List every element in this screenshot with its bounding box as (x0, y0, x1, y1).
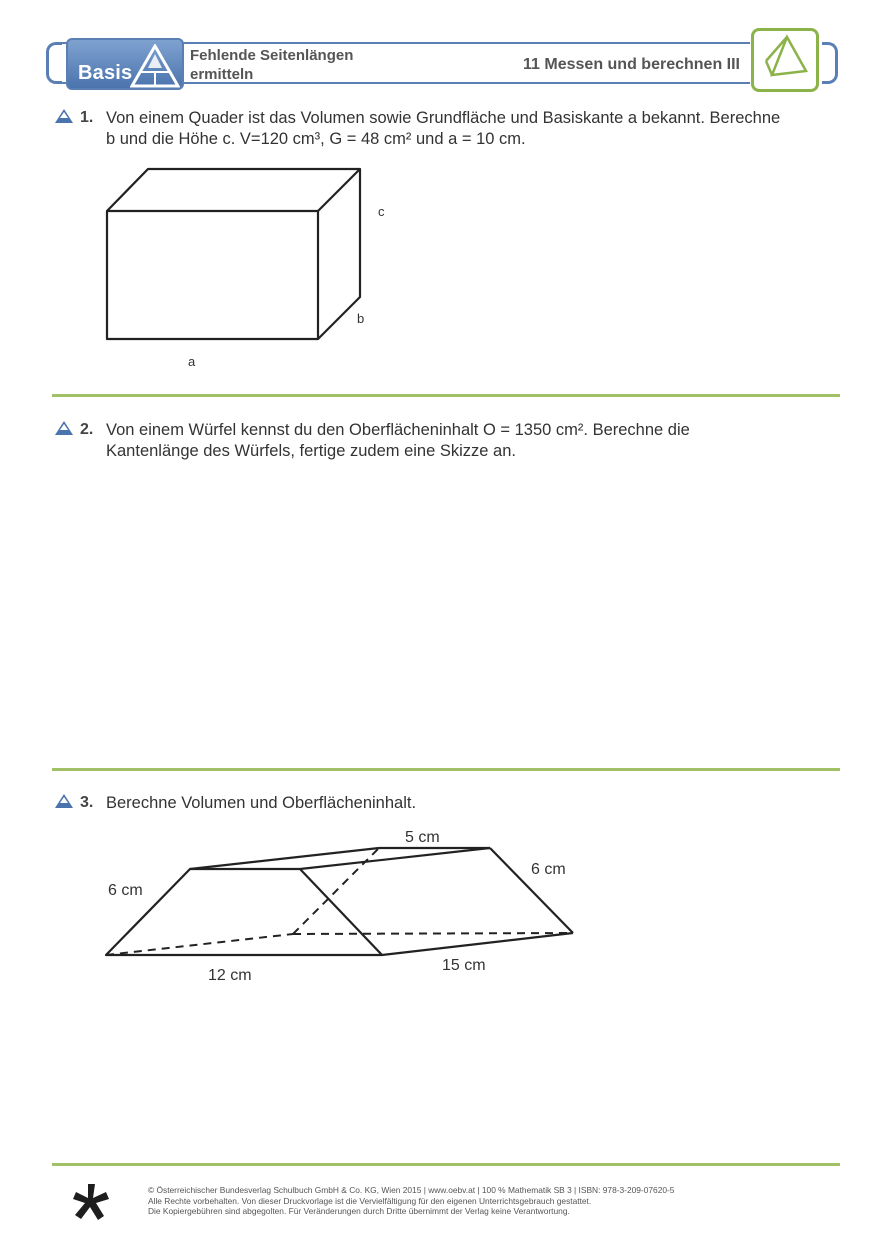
prism-label-depth: 15 cm (442, 957, 486, 974)
prism-label-left: 6 cm (108, 882, 143, 899)
cuboid-front-face (107, 211, 318, 339)
prism-label-right: 6 cm (531, 861, 566, 878)
level-basis-icon (54, 108, 74, 124)
task-1-line2: b und die Höhe c. V=120 cm³, G = 48 cm² und a = 10 cm. (106, 130, 526, 148)
separator-2 (52, 768, 840, 771)
prism-edge (382, 933, 573, 955)
level-basis-icon (54, 420, 74, 436)
worksheet-title (190, 46, 410, 84)
prism-hidden-edge (106, 934, 293, 955)
footer-line3: Die Kopiergebühren sind abgegolten. Für Veränderungen durch Dritte übernimmt der Verlag keine Verantwortung. (148, 1206, 570, 1216)
task-2-text (106, 420, 690, 462)
worksheet-title-line1: Fehlende Seitenlängen (190, 47, 354, 64)
prism-edge (300, 848, 490, 869)
level-basis-icon (54, 793, 74, 809)
task-3-text (106, 793, 416, 814)
prism-hidden-edge (293, 848, 379, 934)
cuboid-label-c: c (378, 204, 385, 219)
cuboid-top-face (107, 169, 360, 211)
basis-badge (66, 38, 184, 90)
task-2-number: 2. (80, 421, 94, 438)
footer-line1: © Österreichischer Bundesverlag Schulbuch GmbH & Co. KG, Wien 2015 | www.oebv.at | 100 % Mathematik SB 3 | ISBN: 978-3-209-07620-5 (148, 1185, 675, 1195)
prism-hidden-edge (293, 933, 573, 934)
prism-figure (100, 840, 580, 962)
prism-label-bottom: 12 cm (208, 967, 252, 984)
footer-line2: Alle Rechte vorbehalten. Von dieser Druckvorlage ist die Vervielfältigung für den eigenen Unterrichtsgebrauch gestattet. (148, 1195, 592, 1206)
footer-copyright (148, 1185, 848, 1217)
task-1-number: 1. (80, 109, 94, 126)
task-2-line1: Von einem Würfel kennst du den Oberflächeninhalt O = 1350 cm². Berechne die (106, 421, 690, 439)
task-3-line1: Berechne Volumen und Oberflächeninhalt. (106, 794, 417, 812)
cuboid-label-b: b (357, 311, 365, 326)
pyramid-logo-icon (754, 31, 816, 89)
cuboid-figure (100, 162, 370, 347)
cuboid-label-a: a (188, 354, 196, 369)
prism-front-face (106, 869, 382, 955)
prism-edge (190, 848, 379, 869)
task-3-number: 3. (80, 794, 94, 811)
chapter-title: 11 Messen und berechnen III (523, 56, 740, 73)
publisher-logo-icon (70, 1182, 112, 1222)
basis-pyramid-icon (130, 44, 180, 88)
task-1-line1: Von einem Quader ist das Volumen sowie Grundfläche und Basiskante a bekannt. Berechne (106, 109, 781, 127)
task-1-text (106, 108, 780, 150)
prism-label-top: 5 cm (405, 829, 440, 846)
separator-footer (52, 1163, 840, 1166)
cuboid-side-face (318, 169, 360, 339)
header-bracket-right (822, 42, 838, 84)
separator-1 (52, 394, 840, 397)
pyramid-logo (751, 28, 819, 92)
worksheet-title-line2: ermitteln (190, 66, 254, 83)
basis-label: Basis (78, 62, 133, 84)
header-bracket-left (46, 42, 62, 84)
task-2-line2: Kantenlänge des Würfels, fertige zudem eine Skizze an. (106, 442, 516, 460)
